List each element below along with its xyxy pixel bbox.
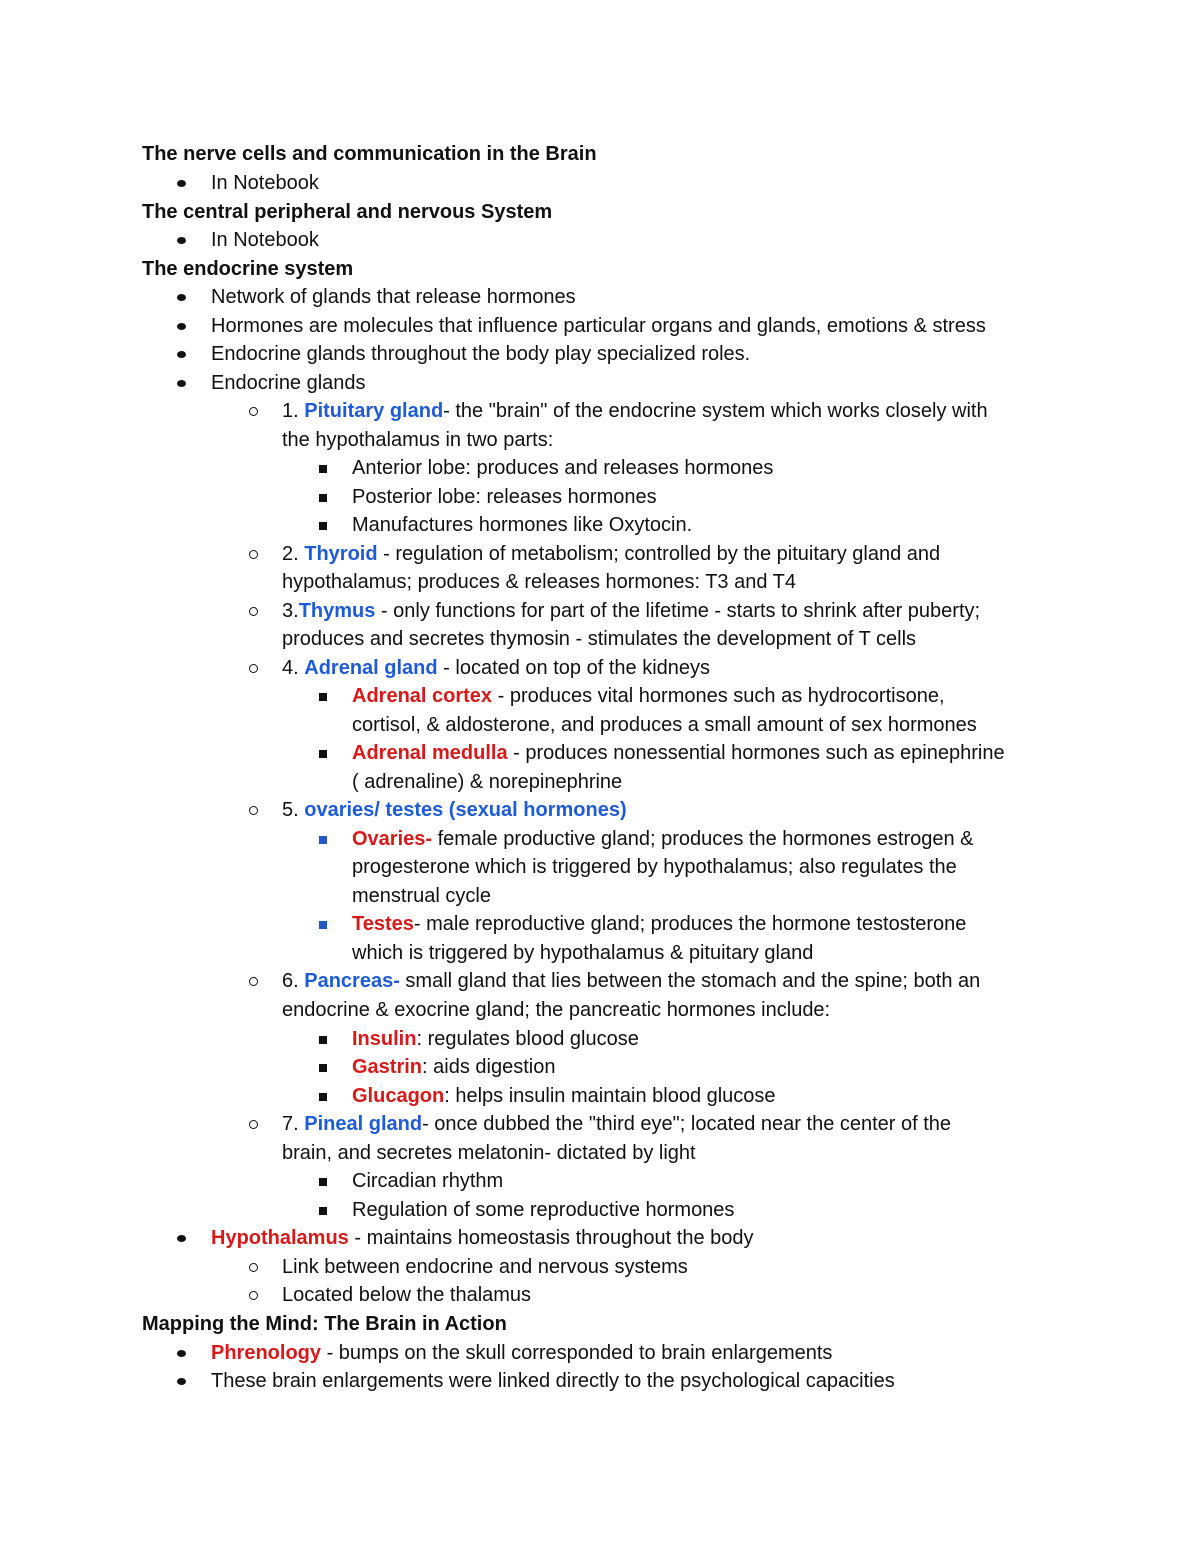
term-adrenal-medulla: Adrenal medulla: [352, 742, 508, 764]
bullet-square: [319, 494, 327, 502]
list-item-continuation: ( adrenaline) & norepinephrine: [352, 771, 623, 793]
list-item-continuation: progesterone which is triggered by hypothalamus; also regulates the: [352, 856, 957, 878]
term-hypothalamus: Hypothalamus: [211, 1227, 349, 1249]
list-item: Located below the thalamus: [282, 1284, 532, 1306]
list-item-pancreas: 6. Pancreas- small gland that lies between the stomach and the spine; both an: [282, 970, 981, 992]
heading-mapping-the-mind: Mapping the Mind: The Brain in Action: [142, 1313, 507, 1335]
bullet-circle: [249, 407, 258, 416]
term-ovaries: Ovaries-: [352, 828, 433, 850]
bullet-square-blue: [319, 921, 327, 929]
list-item-continuation: which is triggered by hypothalamus & pituitary gland: [352, 942, 814, 964]
list-item: These brain enlargements were linked directly to the psychological capacities: [211, 1370, 895, 1392]
bullet-square: [319, 693, 327, 701]
bullet-square: [319, 1064, 327, 1072]
list-item-adrenal-medulla: Adrenal medulla - produces nonessential hormones such as epinephrine: [352, 742, 1005, 764]
list-item-pineal: 7. Pineal gland- once dubbed the "third eye"; located near the center of the: [282, 1113, 952, 1135]
bullet-square: [319, 1093, 327, 1101]
bullet-disc: [177, 323, 186, 330]
bullet-square: [319, 750, 327, 758]
list-item: Regulation of some reproductive hormones: [352, 1199, 735, 1221]
list-item-continuation: endocrine & exocrine gland; the pancreatic hormones include:: [282, 999, 831, 1021]
list-item: In Notebook: [211, 172, 319, 194]
term-adrenal-gland: Adrenal gland: [304, 657, 438, 679]
heading-nerve-cells: The nerve cells and communication in the Brain: [142, 143, 597, 165]
list-item-thymus: 3.Thymus - only functions for part of the lifetime - starts to shrink after puberty;: [282, 600, 981, 622]
bullet-circle: [249, 1291, 258, 1300]
term-thymus: Thymus: [298, 600, 376, 622]
term-testes: Testes: [352, 913, 414, 935]
list-item: Anterior lobe: produces and releases hormones: [352, 457, 774, 479]
list-item-continuation: menstrual cycle: [352, 885, 491, 907]
bullet-square: [319, 465, 327, 473]
term-phrenology: Phrenology: [211, 1342, 322, 1364]
list-item: Circadian rhythm: [352, 1170, 504, 1192]
list-item: Posterior lobe: releases hormones: [352, 486, 657, 508]
list-item: Link between endocrine and nervous systems: [282, 1256, 688, 1278]
list-item: Endocrine glands: [211, 372, 366, 394]
bullet-circle: [249, 550, 258, 559]
list-item-pituitary: 1. Pituitary gland- the "brain" of the endocrine system which works closely with: [282, 400, 988, 422]
list-item: Network of glands that release hormones: [211, 286, 576, 308]
list-item-thyroid: 2. Thyroid - regulation of metabolism; controlled by the pituitary gland and: [282, 543, 941, 565]
list-item: In Notebook: [211, 229, 319, 251]
heading-endocrine-system: The endocrine system: [142, 258, 354, 280]
term-pituitary-gland: Pituitary gland: [304, 400, 444, 422]
list-item-continuation: cortisol, & aldosterone, and produces a small amount of sex hormones: [352, 714, 977, 736]
list-item-continuation: produces and secretes thymosin - stimulates the development of T cells: [282, 628, 917, 650]
list-item: Endocrine glands throughout the body play specialized roles.: [211, 343, 751, 365]
bullet-disc: [177, 1378, 186, 1385]
bullet-disc: [177, 180, 186, 187]
list-item-continuation: brain, and secretes melatonin- dictated by light: [282, 1142, 696, 1164]
list-item-sex-glands: 5. ovaries/ testes (sexual hormones): [282, 799, 627, 821]
bullet-circle: [249, 664, 258, 673]
list-item-testes: Testes- male reproductive gland; produces the hormone testosterone: [352, 913, 967, 935]
bullet-disc: [177, 380, 186, 387]
list-item-ovaries: Ovaries- female productive gland; produces the hormones estrogen &: [352, 828, 974, 850]
heading-nervous-system: The central peripheral and nervous System: [142, 201, 553, 223]
list-item: Hormones are molecules that influence particular organs and glands, emotions & stress: [211, 315, 986, 337]
list-item: Manufactures hormones like Oxytocin.: [352, 514, 693, 536]
list-item-continuation: hypothalamus; produces & releases hormones: T3 and T4: [282, 571, 797, 593]
bullet-disc: [177, 294, 186, 301]
bullet-square: [319, 1178, 327, 1186]
term-ovaries-testes: ovaries/ testes (sexual hormones): [304, 799, 627, 821]
bullet-disc: [177, 1350, 186, 1357]
bullet-disc: [177, 351, 186, 358]
list-item-hypothalamus: Hypothalamus - maintains homeostasis throughout the body: [211, 1227, 754, 1249]
bullet-square-blue: [319, 836, 327, 844]
bullet-square: [319, 522, 327, 530]
list-item-continuation: the hypothalamus in two parts:: [282, 429, 554, 451]
term-pineal-gland: Pineal gland: [304, 1113, 423, 1135]
list-item-insulin: Insulin: regulates blood glucose: [352, 1028, 639, 1050]
bullet-circle: [249, 977, 258, 986]
bullet-circle: [249, 806, 258, 815]
list-item-glucagon: Glucagon: helps insulin maintain blood glucose: [352, 1085, 776, 1107]
list-item-adrenal: 4. Adrenal gland - located on top of the kidneys: [282, 657, 711, 679]
term-gastrin: Gastrin: [352, 1056, 423, 1078]
bullet-circle: [249, 1263, 258, 1272]
term-insulin: Insulin: [352, 1028, 417, 1050]
list-item-phrenology: Phrenology - bumps on the skull corresponded to brain enlargements: [211, 1342, 833, 1364]
list-item-gastrin: Gastrin: aids digestion: [352, 1056, 556, 1078]
bullet-square: [319, 1036, 327, 1044]
bullet-square: [319, 1207, 327, 1215]
term-thyroid: Thyroid: [304, 543, 378, 565]
term-pancreas: Pancreas-: [304, 970, 400, 992]
list-item-adrenal-cortex: Adrenal cortex - produces vital hormones such as hydrocortisone,: [352, 685, 945, 707]
bullet-disc: [177, 237, 186, 244]
term-glucagon: Glucagon: [352, 1085, 445, 1107]
term-adrenal-cortex: Adrenal cortex: [352, 685, 493, 707]
bullet-disc: [177, 1235, 186, 1242]
bullet-circle: [249, 607, 258, 616]
bullet-circle: [249, 1120, 258, 1129]
